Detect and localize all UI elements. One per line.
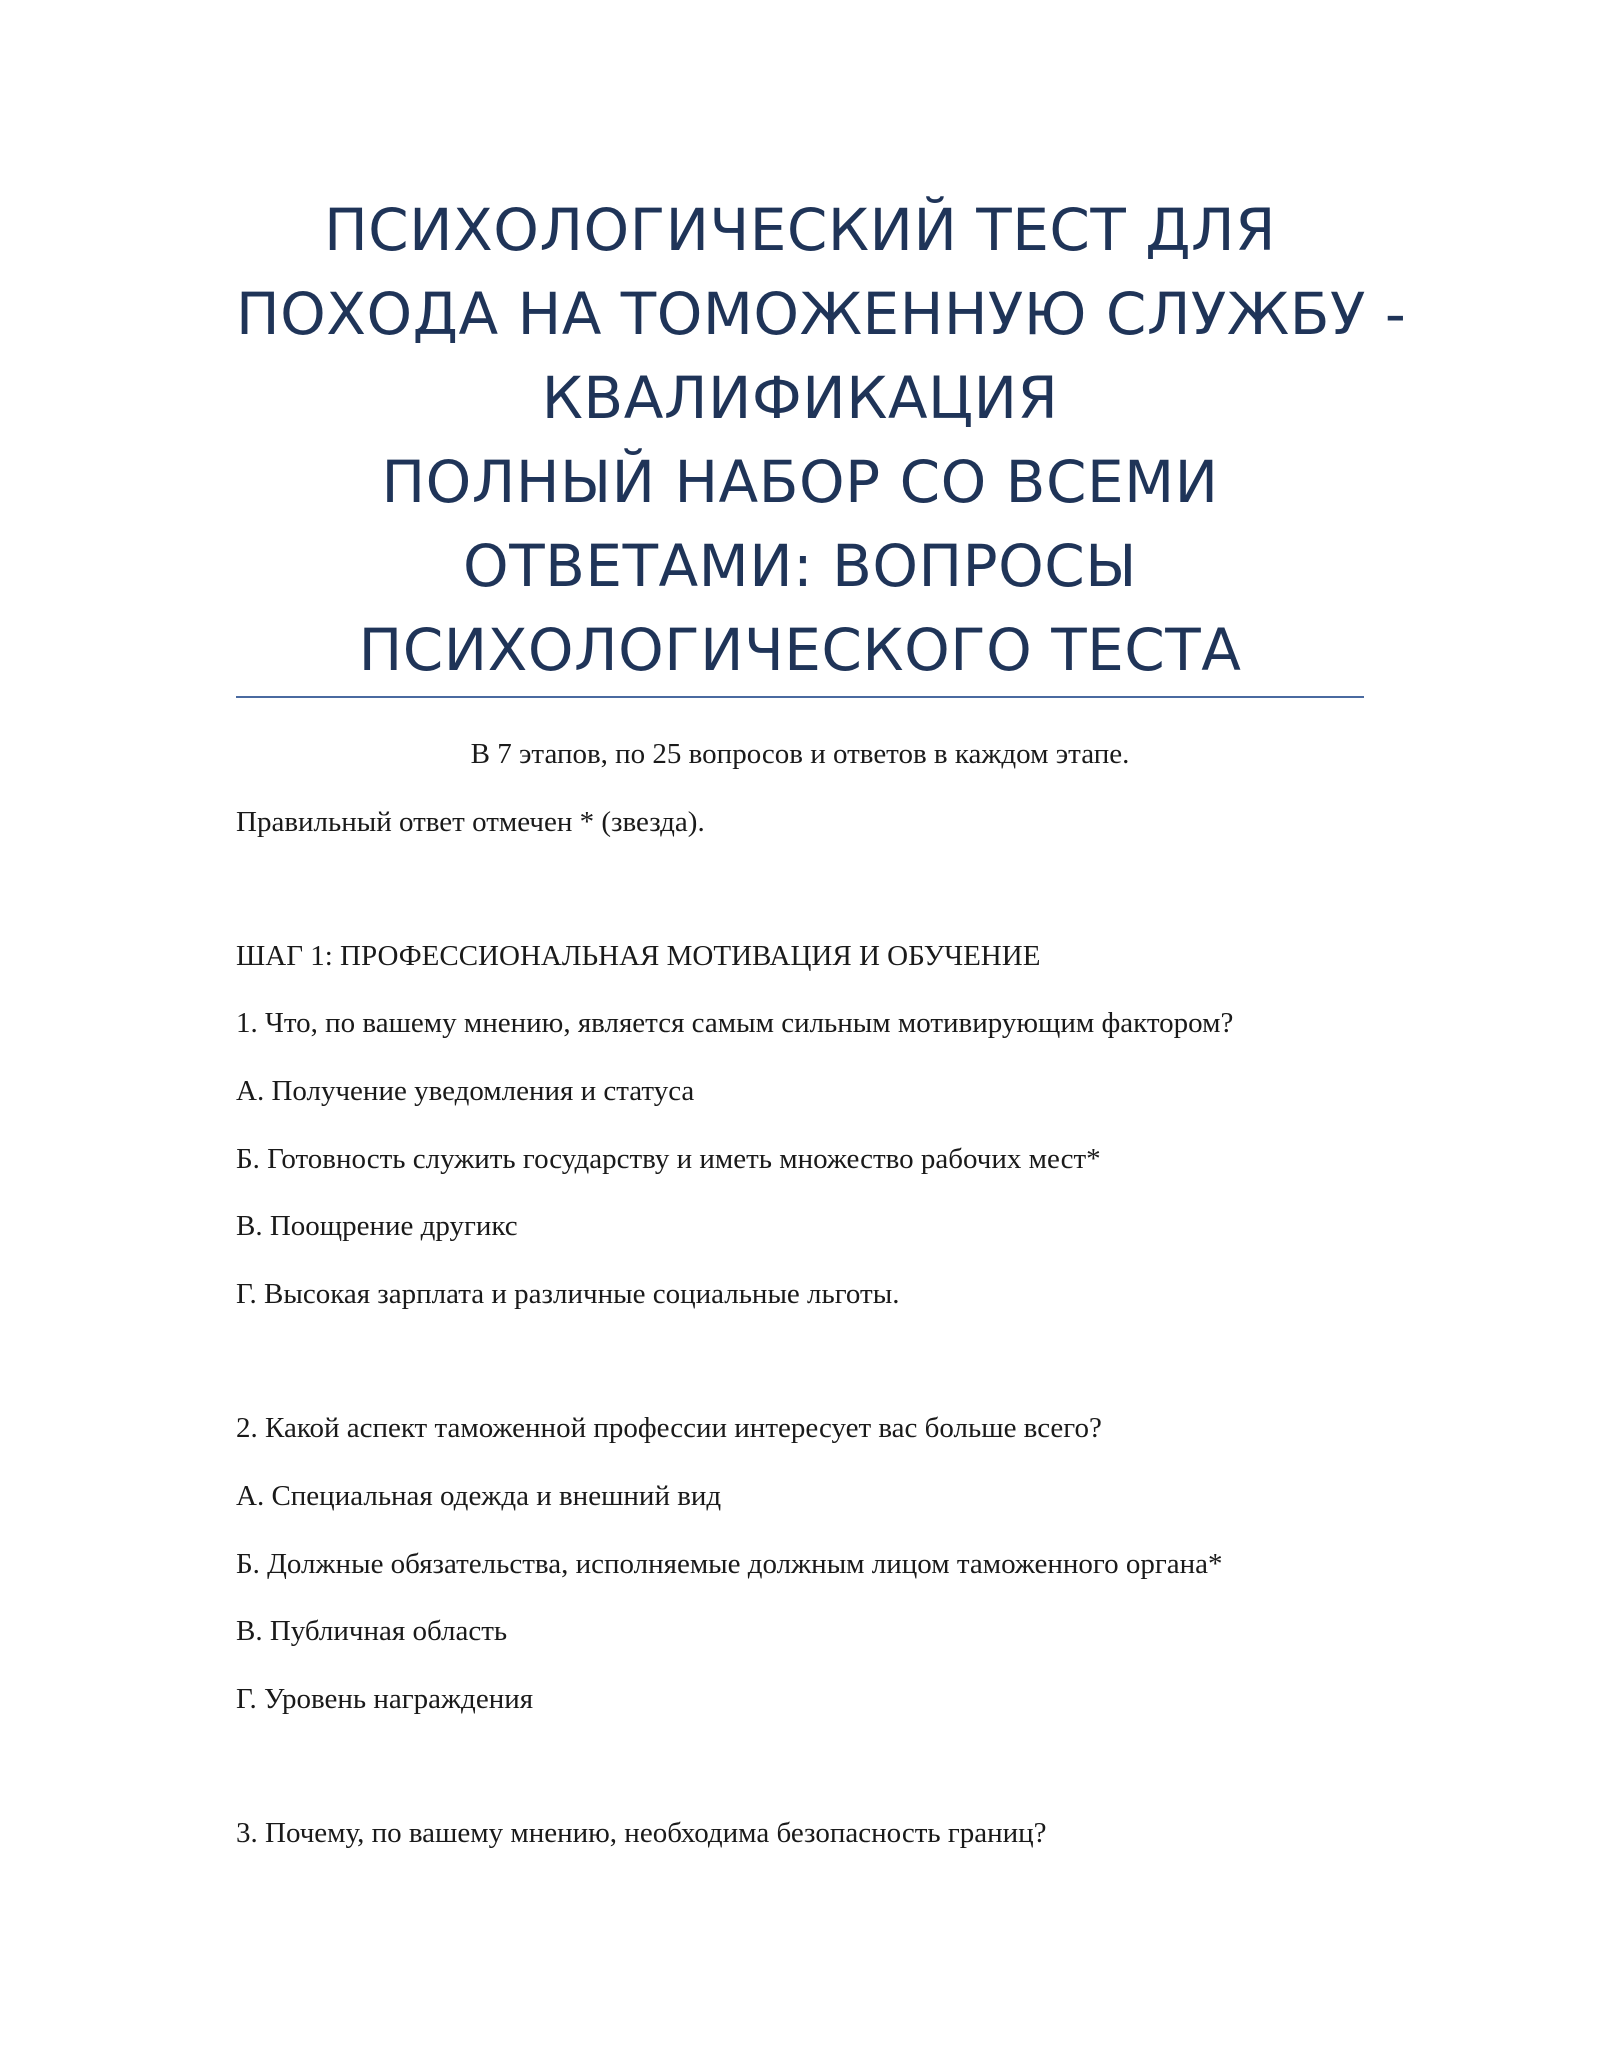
answer-option: А. Специальная одежда и внешний вид <box>236 1480 722 1512</box>
answer-option: Г. Высокая зарплата и различные социальные льготы. <box>236 1278 900 1310</box>
title-line: КВАЛИФИКАЦИЯ <box>541 364 1059 432</box>
answer-option: Б. Должные обязательства, исполняемые должным лицом таможенного органа* <box>236 1548 1223 1580</box>
answer-option: А. Получение уведомления и статуса <box>236 1075 695 1107</box>
answer-note: Правильный ответ отмечен * (звезда). <box>236 806 705 838</box>
title-line: ПСИХОЛОГИЧЕСКОГО ТЕСТА <box>358 616 1242 684</box>
title-divider <box>236 696 1364 698</box>
title-line: ПОЛНЫЙ НАБОР СО ВСЕМИ <box>381 448 1219 516</box>
document-title <box>236 188 1407 692</box>
question-3: 3. Почему, по вашему мнению, необходима безопасность границ? <box>236 1817 1047 1849</box>
stages-note: В 7 этапов, по 25 вопросов и ответов в каждом этапе. <box>470 738 1130 770</box>
answer-option: В. Публичная область <box>236 1615 508 1647</box>
answer-option: Г. Уровень награждения <box>236 1683 534 1715</box>
title-line: ПСИХОЛОГИЧЕСКИЙ ТЕСТ ДЛЯ <box>324 196 1276 264</box>
step-heading: ШАГ 1: ПРОФЕССИОНАЛЬНАЯ МОТИВАЦИЯ И ОБУЧЕНИЕ <box>236 940 1041 972</box>
question-1: 1. Что, по вашему мнению, является самым сильным мотивирующим фактором? <box>236 1007 1234 1039</box>
title-line: ОТВЕТАМИ: ВОПРОСЫ <box>463 532 1137 600</box>
answer-option: В. Поощрение другикс <box>236 1210 518 1242</box>
title-line: ПОХОДА НА ТОМОЖЕННУЮ СЛУЖБУ - <box>236 280 1407 348</box>
question-2: 2. Какой аспект таможенной профессии интересует вас больше всего? <box>236 1412 1102 1444</box>
answer-option: Б. Готовность служить государству и иметь множество рабочих мест* <box>236 1143 1101 1175</box>
